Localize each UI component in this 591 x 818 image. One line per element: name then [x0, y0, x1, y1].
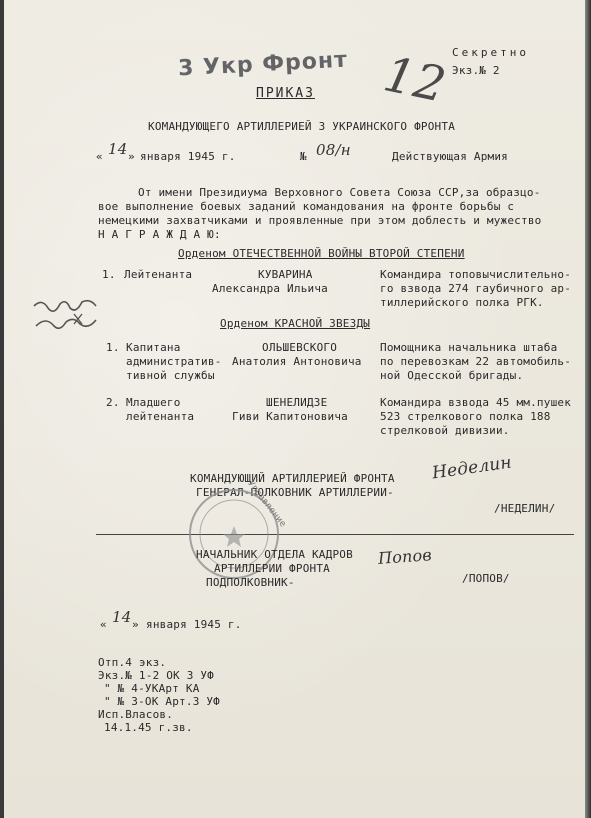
- s2-p1-rank-2: административ-: [126, 355, 222, 368]
- s1-first-names: Александра Ильича: [212, 282, 328, 295]
- date-day: 14: [108, 140, 128, 158]
- distribution-line-3: " № 4-УКАрт КА: [104, 682, 200, 695]
- s1-rank: Лейтенанта: [124, 268, 193, 281]
- s2-p1-position-2: по перевозкам 22 автомобиль-: [380, 355, 572, 368]
- s1-surname: КУВАРИНА: [258, 268, 313, 281]
- s2-p1-rank-1: Капитана: [126, 341, 181, 354]
- order-number-label: №: [300, 150, 307, 163]
- s2-p1-position-1: Помощника начальника штаба: [380, 341, 558, 354]
- s2-p2-position-2: 523 стрелкового полка 188: [380, 410, 551, 423]
- distribution-line-2: Экз.№ 1-2 ОК 3 УФ: [98, 669, 214, 682]
- sig2-name: /ПОПОВ/: [462, 572, 510, 585]
- order-number: 08/н: [316, 141, 351, 159]
- section-1-title: Орденом ОТЕЧЕСТВЕННОЙ ВОЙНЫ ВТОРОЙ СТЕПЕНИ: [178, 247, 465, 260]
- margin-scribble: [30, 292, 120, 344]
- s2-p1-position-3: ной Одесской бригады.: [380, 369, 524, 382]
- secret-label: Секретно: [452, 46, 529, 59]
- sig1-autograph: Неделин: [430, 452, 514, 484]
- copy-number: Экз.№ 2: [452, 64, 500, 77]
- s2-p2-surname: ШЕНЕЛИДЗЕ: [266, 396, 328, 409]
- distribution-line-1: Отп.4 экз.: [98, 656, 167, 669]
- s2-p1-rank-3: тивной службы: [126, 369, 215, 382]
- s2-p1-number: 1.: [106, 341, 120, 354]
- front-stamp: 3 Укр Фронт: [177, 47, 349, 82]
- s1-number: 1.: [102, 268, 116, 281]
- date-open-quote: «: [96, 150, 103, 163]
- sig2-title-1: НАЧАЛЬНИК ОТДЕЛА КАДРОВ: [196, 548, 353, 561]
- sig1-name: /НЕДЕЛИН/: [494, 502, 556, 515]
- document-subtitle: КОМАНДУЮЩЕГО АРТИЛЛЕРИЕЙ 3 УКРАИНСКОГО ФРОНТА: [148, 120, 456, 133]
- handwritten-mark: 12: [378, 46, 451, 114]
- date-month-year: января 1945 г.: [140, 150, 236, 163]
- distribution-line-4: " № 3-ОК Арт.3 УФ: [104, 695, 220, 708]
- footer-date-open-quote: «: [100, 618, 107, 631]
- s1-position-3: тиллерийского полка РГК.: [380, 296, 544, 309]
- s2-p1-surname: ОЛЬШЕВСКОГО: [262, 341, 338, 354]
- s2-p2-position-3: стрелковой дивизии.: [380, 424, 510, 437]
- awarded-heading: Н А Г Р А Ж Д А Ю:: [98, 228, 221, 241]
- date-close-quote: »: [128, 150, 135, 163]
- divider-line: [96, 534, 574, 535]
- s2-p2-number: 2.: [106, 396, 120, 409]
- sig1-title-1: КОМАНДУЮЩИЙ АРТИЛЛЕРИЕЙ ФРОНТА: [190, 472, 395, 485]
- intro-line-2: вое выполнение боевых заданий командования на фронте борьбы с: [98, 200, 515, 213]
- s2-p1-names: Анатолия Антоновича: [232, 355, 362, 368]
- footer-date-day: 14: [112, 608, 132, 626]
- executor-date: 14.1.45 г.зв.: [104, 721, 193, 734]
- sig2-title-2: АРТИЛЛЕРИИ ФРОНТА: [214, 562, 330, 575]
- footer-date-month-year: января 1945 г.: [146, 618, 242, 631]
- round-stamp-text: Управление: [245, 478, 288, 530]
- s1-position-1: Командира топовычислительно-: [380, 268, 572, 281]
- scan-edge-right: [585, 0, 591, 818]
- s2-p2-rank-1: Младшего: [126, 396, 181, 409]
- footer-date-close-quote: »: [132, 618, 139, 631]
- sig2-title-3: ПОДПОЛКОВНИК-: [206, 576, 295, 589]
- s2-p2-position-1: Командира взвода 45 мм.пушек: [380, 396, 572, 409]
- s1-position-2: го взвода 274 гаубичного ар-: [380, 282, 572, 295]
- intro-line-1: От имени Президиума Верховного Совета Союза ССР,за образцо-: [138, 186, 541, 199]
- sig2-autograph: Попов: [377, 545, 433, 568]
- executor-line: Исп.Власов.: [98, 708, 174, 721]
- intro-line-3: немецкими захватчиками и проявленные при этом доблесть и мужество: [98, 214, 542, 227]
- s2-p2-rank-2: лейтенанта: [126, 410, 195, 423]
- scan-edge-left: [0, 0, 4, 818]
- sig1-title-2: ГЕНЕРАЛ-ПОЛКОВНИК АРТИЛЛЕРИИ-: [196, 486, 394, 499]
- s2-p2-names: Гиви Капитоновича: [232, 410, 348, 423]
- place-label: Действующая Армия: [392, 150, 508, 163]
- section-2-title: Орденом КРАСНОЙ ЗВЕЗДЫ: [220, 317, 371, 330]
- page-title: ПРИКАЗ: [256, 86, 315, 101]
